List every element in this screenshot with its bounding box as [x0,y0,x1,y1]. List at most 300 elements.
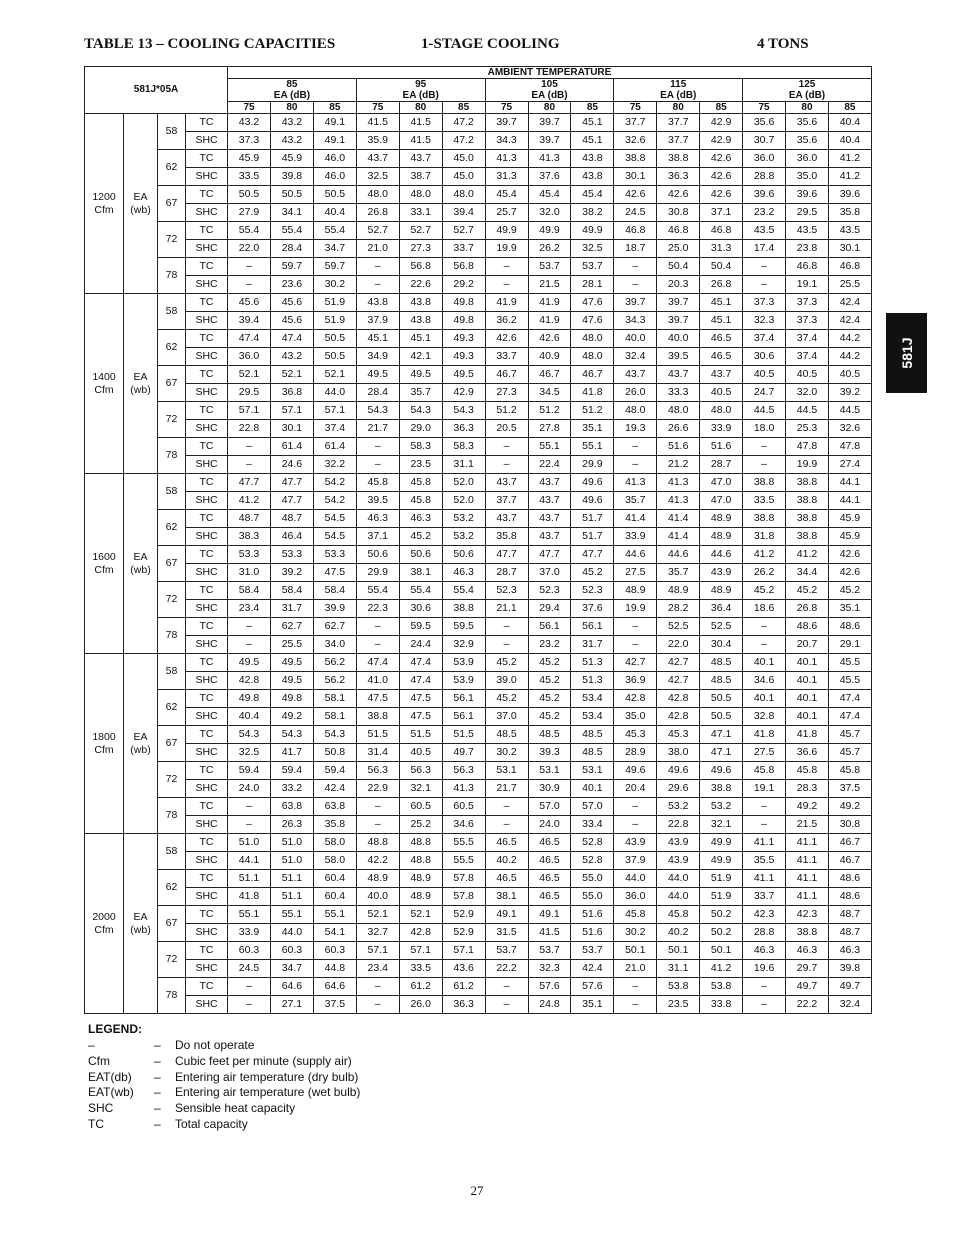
capacity-cell: 57.1 [442,942,485,960]
capacity-cell: 49.5 [442,366,485,384]
capacity-cell: 32.5 [571,240,614,258]
capacity-cell: 37.7 [614,114,657,132]
capacity-cell: 48.9 [399,870,442,888]
capacity-cell: 45.4 [571,186,614,204]
capacity-cell: 61.2 [442,978,485,996]
cfm-unit: Cfm [94,923,114,936]
capacity-cell: 64.6 [313,978,356,996]
legend-desc: Cubic feet per minute (supply air) [175,1053,352,1068]
legend-abbr: SHC [88,1101,114,1116]
capacity-cell: 53.1 [571,762,614,780]
capacity-cell: 30.1 [828,240,871,258]
table-row [85,654,872,672]
capacity-cell: 48.8 [356,834,399,852]
capacity-cell: 48.0 [700,402,743,420]
table-row [85,474,872,492]
capacity-cell: 56.1 [442,708,485,726]
row-type-cell: TC [186,402,228,420]
table-row [85,546,872,564]
capacity-cell: 53.7 [528,258,571,276]
capacity-cell: 19.1 [786,276,829,294]
capacity-cell: 57.1 [399,942,442,960]
capacity-cell: 27.9 [228,204,271,222]
capacity-cell: 50.5 [700,708,743,726]
cfm-unit: Cfm [94,743,114,756]
capacity-cell: 47.4 [828,690,871,708]
capacity-cell: 44.1 [828,474,871,492]
ambient-temp-header: 105 [485,79,614,91]
capacity-cell: 40.5 [743,366,786,384]
capacity-cell: 23.8 [786,240,829,258]
capacity-cell: 45.1 [571,132,614,150]
capacity-cell: 38.8 [786,474,829,492]
capacity-cell: 53.2 [657,798,700,816]
capacity-cell: – [228,978,271,996]
capacity-cell: 54.5 [313,510,356,528]
table-row [85,798,872,816]
wb-value-cell: 72 [158,762,186,798]
capacity-cell: – [743,798,786,816]
capacity-cell: 44.2 [828,330,871,348]
capacity-cell: 40.4 [828,132,871,150]
capacity-cell: 51.7 [571,528,614,546]
capacity-cell: 49.6 [614,762,657,780]
capacity-cell: 37.6 [528,168,571,186]
capacity-cell: 45.2 [786,582,829,600]
capacity-cell: 51.6 [657,438,700,456]
capacity-cell: 38.8 [743,474,786,492]
capacity-cell: 41.8 [228,888,271,906]
capacity-cell: – [356,276,399,294]
capacity-cell: 41.3 [614,474,657,492]
table-row [85,204,872,222]
capacity-cell: 43.7 [657,366,700,384]
capacity-cell: 51.9 [313,312,356,330]
legend-abbr: EAT(db) [88,1069,132,1084]
capacity-cell: 47.0 [700,474,743,492]
capacity-cell: 50.5 [313,348,356,366]
table-row [85,960,872,978]
row-type-cell: SHC [186,600,228,618]
capacity-cell: 52.0 [442,492,485,510]
capacity-cell: 57.1 [228,402,271,420]
capacity-cell: – [356,816,399,834]
capacity-cell: 52.9 [442,924,485,942]
capacity-cell: 22.0 [657,636,700,654]
capacity-cell: 42.3 [743,906,786,924]
capacity-cell: – [614,276,657,294]
capacity-cell: 46.3 [828,942,871,960]
capacity-cell: 57.0 [571,798,614,816]
capacity-cell: 26.8 [700,276,743,294]
capacity-cell: 53.7 [485,942,528,960]
capacity-cell: 50.2 [700,924,743,942]
capacity-cell: 43.7 [485,510,528,528]
capacity-cell: 49.2 [828,798,871,816]
capacity-cell: – [614,798,657,816]
capacity-cell: 40.5 [786,366,829,384]
legend-dash: – [154,1038,161,1052]
capacity-cell: 45.8 [614,906,657,924]
capacity-cell: 47.1 [700,726,743,744]
capacity-cell: – [228,456,271,474]
capacity-cell: 37.0 [485,708,528,726]
wb-value-cell: 62 [158,690,186,726]
capacity-cell: 29.9 [571,456,614,474]
capacity-cell: 50.5 [313,330,356,348]
capacity-cell: 49.2 [270,708,313,726]
capacity-cell: 43.7 [399,150,442,168]
capacity-cell: 32.6 [614,132,657,150]
wb-value-cell: 78 [158,258,186,294]
row-type-cell: TC [186,150,228,168]
capacity-cell: 30.9 [528,780,571,798]
capacity-cell: 37.4 [743,330,786,348]
capacity-cell: 50.5 [270,186,313,204]
capacity-cell: 44.5 [786,402,829,420]
capacity-cell: 28.2 [657,600,700,618]
capacity-cell: 59.7 [313,258,356,276]
capacity-cell: 57.1 [313,402,356,420]
capacity-cell: 52.3 [571,582,614,600]
capacity-cell: 35.6 [743,114,786,132]
capacity-cell: 32.4 [614,348,657,366]
capacity-cell: 52.1 [399,906,442,924]
capacity-cell: 43.9 [700,564,743,582]
capacity-cell: 41.4 [614,510,657,528]
row-type-cell: SHC [186,456,228,474]
capacity-cell: 34.3 [614,312,657,330]
capacity-cell: 22.2 [786,996,829,1014]
capacity-cell: 45.0 [442,168,485,186]
capacity-cell: 57.1 [270,402,313,420]
capacity-cell: 52.5 [700,618,743,636]
capacity-cell: 38.8 [614,150,657,168]
row-type-cell: TC [186,978,228,996]
capacity-cell: 55.0 [571,870,614,888]
capacity-cell: 23.4 [356,960,399,978]
capacity-cell: 34.6 [743,672,786,690]
capacity-cell: 29.0 [399,420,442,438]
capacity-cell: 46.0 [313,168,356,186]
capacity-cell: 46.8 [614,222,657,240]
wb-value-cell: 72 [158,942,186,978]
row-type-cell: SHC [186,384,228,402]
capacity-cell: 45.1 [356,330,399,348]
capacity-cell: 22.4 [528,456,571,474]
capacity-cell: 45.9 [828,528,871,546]
capacity-cell: 26.2 [743,564,786,582]
capacity-cell: 41.4 [657,528,700,546]
capacity-cell: 53.7 [528,942,571,960]
capacity-cell: 26.8 [356,204,399,222]
row-type-cell: TC [186,690,228,708]
capacity-cell: 59.4 [228,762,271,780]
capacity-cell: 40.1 [786,654,829,672]
capacity-cell: 45.0 [442,150,485,168]
cfm-unit: Cfm [94,383,114,396]
capacity-cell: 47.6 [571,312,614,330]
capacity-cell: 40.1 [743,690,786,708]
capacity-cell: 39.8 [270,168,313,186]
capacity-cell: 32.2 [313,456,356,474]
capacity-cell: 48.0 [657,402,700,420]
capacity-cell: 38.8 [657,150,700,168]
table-row [85,906,872,924]
model-cell: 581J*05A [85,67,228,114]
row-type-cell: SHC [186,204,228,222]
capacity-cell: 39.4 [228,312,271,330]
capacity-cell: 56.2 [313,672,356,690]
db-value-header: 80 [786,102,829,114]
ea-db-header: EA (dB) [228,90,357,102]
capacity-cell: 44.5 [743,402,786,420]
capacity-cell: 40.4 [828,114,871,132]
capacity-cell: 58.1 [313,708,356,726]
capacity-cell: 32.1 [700,816,743,834]
capacity-cell: 32.5 [356,168,399,186]
capacity-cell: 24.5 [228,960,271,978]
capacity-cell: 21.7 [485,780,528,798]
capacity-cell: – [485,456,528,474]
table-row [85,636,872,654]
capacity-cell: 33.2 [270,780,313,798]
row-type-cell: TC [186,654,228,672]
capacity-cell: 26.6 [657,420,700,438]
capacity-cell: 24.0 [228,780,271,798]
capacity-cell: 46.5 [485,834,528,852]
capacity-cell: 40.4 [313,204,356,222]
capacity-cell: 35.7 [399,384,442,402]
capacity-cell: 53.8 [657,978,700,996]
capacity-cell: – [743,258,786,276]
capacity-cell: 41.2 [828,150,871,168]
capacity-cell: 42.9 [442,384,485,402]
capacity-cell: 23.4 [228,600,271,618]
capacity-cell: 46.5 [528,834,571,852]
legend-desc: Sensible heat capacity [175,1101,296,1116]
capacity-cell: 52.1 [270,366,313,384]
capacity-cell: – [485,978,528,996]
row-type-cell: TC [186,582,228,600]
capacity-cell: 45.6 [270,294,313,312]
capacity-cell: 40.2 [485,852,528,870]
capacity-cell: 48.5 [528,726,571,744]
capacity-cell: 42.6 [828,564,871,582]
capacity-cell: 42.6 [828,546,871,564]
capacity-cell: – [743,456,786,474]
capacity-cell: 49.3 [442,330,485,348]
capacity-cell: 46.3 [356,510,399,528]
capacity-cell: 56.1 [528,618,571,636]
capacity-cell: 47.4 [228,330,271,348]
capacity-cell: 54.3 [270,726,313,744]
capacity-cell: 60.3 [270,942,313,960]
capacity-cell: 54.2 [313,474,356,492]
capacity-cell: 25.0 [657,240,700,258]
capacity-cell: 38.8 [356,708,399,726]
capacity-cell: 47.2 [442,114,485,132]
row-type-cell: TC [186,294,228,312]
row-type-cell: SHC [186,924,228,942]
cfm-value: 1800 [92,730,116,743]
capacity-cell: 44.6 [657,546,700,564]
row-type-cell: TC [186,546,228,564]
capacity-cell: 41.1 [743,834,786,852]
capacity-cell: 32.9 [442,636,485,654]
capacity-cell: – [743,276,786,294]
capacity-cell: 42.4 [313,780,356,798]
capacity-cell: 42.7 [657,654,700,672]
capacity-cell: 47.5 [313,564,356,582]
row-type-cell: TC [186,834,228,852]
capacity-cell: 19.6 [743,960,786,978]
capacity-cell: 40.1 [786,672,829,690]
ea-db-header: EA (dB) [485,90,614,102]
capacity-cell: 39.6 [828,186,871,204]
wb-value-cell: 67 [158,546,186,582]
capacity-cell: 41.3 [442,780,485,798]
table-row [85,564,872,582]
capacity-cell: 27.1 [270,996,313,1014]
capacity-cell: 40.0 [614,330,657,348]
ea-label: EA [133,910,148,923]
capacity-cell: 44.2 [828,348,871,366]
table-row [85,402,872,420]
wb-label: (wb) [130,743,151,756]
capacity-cell: 31.7 [571,636,614,654]
db-value-header: 80 [657,102,700,114]
capacity-cell: 43.9 [657,852,700,870]
capacity-cell: 45.8 [786,762,829,780]
capacity-cell: 52.8 [571,834,614,852]
capacity-cell: 31.8 [743,528,786,546]
capacity-cell: 39.2 [270,564,313,582]
capacity-cell: 41.3 [485,150,528,168]
table-row [85,456,872,474]
capacity-cell: 56.3 [442,762,485,780]
capacity-cell: 34.7 [270,960,313,978]
capacity-cell: 53.9 [442,672,485,690]
capacity-cell: 36.0 [743,150,786,168]
capacity-cell: 48.7 [228,510,271,528]
capacity-cell: – [485,816,528,834]
capacity-cell: 52.3 [485,582,528,600]
row-type-cell: SHC [186,276,228,294]
capacity-cell: 34.9 [356,348,399,366]
capacity-cell: 40.5 [828,366,871,384]
capacity-cell: 55.4 [228,222,271,240]
table-row [85,618,872,636]
capacity-cell: 48.9 [614,582,657,600]
capacity-cell: 48.0 [399,186,442,204]
db-value-header: 75 [485,102,528,114]
wb-value-cell: 78 [158,798,186,834]
capacity-cell: – [356,258,399,276]
capacity-cell: 43.8 [571,150,614,168]
capacity-cell: 35.8 [828,204,871,222]
capacity-cell: 28.8 [743,168,786,186]
capacity-cell: 46.7 [485,366,528,384]
capacity-cell: 41.2 [700,960,743,978]
capacity-cell: 42.3 [786,906,829,924]
capacity-cell: 64.6 [270,978,313,996]
capacity-cell: 47.7 [528,546,571,564]
row-type-cell: TC [186,438,228,456]
row-type-cell: TC [186,906,228,924]
row-type-cell: SHC [186,996,228,1014]
legend-dash: – [154,1085,161,1100]
capacity-cell: 57.0 [528,798,571,816]
capacity-cell: 58.0 [313,834,356,852]
db-value-header: 85 [571,102,614,114]
capacity-cell: 59.4 [270,762,313,780]
capacity-cell: – [614,438,657,456]
db-value-header: 75 [614,102,657,114]
wb-value-cell: 72 [158,402,186,438]
table-row [85,132,872,150]
capacity-cell: 54.3 [356,402,399,420]
capacity-cell: – [485,618,528,636]
capacity-cell: 52.7 [356,222,399,240]
capacity-cell: 49.5 [399,366,442,384]
capacity-cell: 55.5 [442,852,485,870]
table-row [85,366,872,384]
capacity-cell: 37.5 [828,780,871,798]
table-row [85,168,872,186]
capacity-cell: 31.7 [270,600,313,618]
capacity-cell: 42.6 [700,186,743,204]
table-row [85,114,872,132]
capacity-cell: 42.1 [399,348,442,366]
capacity-cell: 36.8 [270,384,313,402]
capacity-cell: 32.8 [743,708,786,726]
capacity-cell: 55.5 [442,834,485,852]
ea-label: EA [133,550,148,563]
capacity-cell: 49.5 [356,366,399,384]
capacity-cell: 43.7 [528,528,571,546]
capacity-cell: 23.6 [270,276,313,294]
capacity-cell: 38.1 [399,564,442,582]
capacity-cell: 50.1 [657,942,700,960]
cfm-value: 1200 [92,190,116,203]
db-value-header: 75 [743,102,786,114]
capacity-cell: – [228,798,271,816]
capacity-cell: – [356,978,399,996]
capacity-cell: 43.7 [528,492,571,510]
capacity-cell: 59.4 [313,762,356,780]
capacity-cell: 28.7 [700,456,743,474]
capacity-cell: 28.4 [356,384,399,402]
capacity-cell: – [228,618,271,636]
legend-abbr: EAT(wb) [88,1085,134,1100]
capacity-cell: 58.4 [313,582,356,600]
capacity-cell: 37.4 [786,348,829,366]
wb-value-cell: 72 [158,582,186,618]
table-row [85,150,872,168]
capacity-cell: 24.0 [528,816,571,834]
table-row [85,942,872,960]
capacity-cell: 44.0 [313,384,356,402]
table-row [85,528,872,546]
capacity-cell: 45.8 [399,492,442,510]
capacity-cell: 20.4 [614,780,657,798]
capacity-cell: 43.5 [786,222,829,240]
capacity-cell: 56.3 [356,762,399,780]
capacity-cell: 40.1 [786,690,829,708]
capacity-cell: 41.4 [657,510,700,528]
row-type-cell: SHC [186,888,228,906]
